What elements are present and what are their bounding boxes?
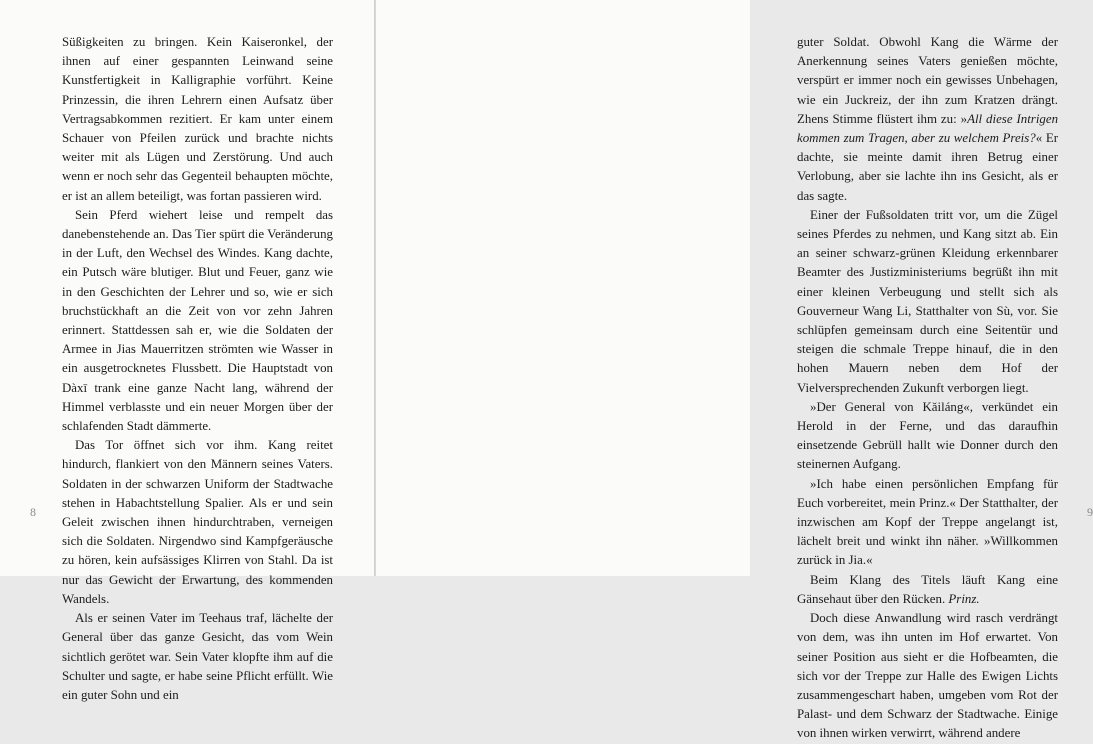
paragraph: Als er seinen Vater im Teehaus traf, lächelte der General über das ganze Gesicht, das vom Wein sichtlich gerötet war. Sein Vater klopfte ihm auf die Schulter und sagte, er habe seine Pflicht erfüllt. Wie ein guter Sohn und ein	[62, 611, 333, 702]
paragraph: Einer der Fußsoldaten tritt vor, um die Zügel seines Pferdes zu nehmen, und Kang sitzt ab. Ein an seiner schwarz-grünen Kleidung erkennbarer Beamter des Justizministeriums begrüßt ihn mit einer kleinen Verbeugung und stellt sich als Gouverneur Wang Li, Statthalter von Sù, vor. Sie schlüpfen gemeinsam durch eine Seitentür und steigen die schmale Treppe hinauf, die in den hohen Mauern neben dem Hof der Vielversprechenden Zukunft verborgen liegt.	[797, 207, 1058, 395]
page-number-left: 8	[30, 505, 36, 519]
paragraph: Süßigkeiten zu bringen. Kein Kaiseronkel, der ihnen auf einer gespannten Leinwand seine Kunstfertigkeit in Kalligraphie vorführt. Keine Prinzessin, die ihren Lehrern einen Aufsatz über Vertragsabkommen rezitiert. Er kam unter einem Schauer von Pfeilen zurück und brachte nichts weiter mit als Lügen und Zerstörung. Und auch wenn er noch sehr das Gegenteil behaupten möchte, er ist an allem beteiligt, was fortan passieren wird.	[62, 35, 333, 203]
text-run: guter Soldat. Obwohl Kang die Wärme der Anerkennung seines Vaters genießen möchte, verspürt er immer noch ein gewisses Unbehagen, wie ein Juckreiz, der ihn zum Kratzen drängt. Zhens Stimme flüstert ihm zu: »	[797, 35, 1058, 126]
paragraph: Sein Pferd wiehert leise und rempelt das danebenstehende an. Das Tier spürt die Veränderung in der Luft, den Wechsel des Windes. Kang dachte, ein Putsch wäre blutiger. Blut und Feuer, ganz wie in den Geschichten der Lehrer und so, wie er sich bruchstückhaft an die Zeit von vor zehn Jahren erinnert. Stattdessen sah er, wie die Soldaten der Armee in Jias Mauerritzen strömten wie Wasser in ein ausgetrocknetes Flussbett. Die Hauptstadt von Dàxī trank eine ganze Nacht lang, während der Himmel verblasste und ein neuer Morgen über der schlafenden Stadt dämmerte.	[62, 207, 333, 434]
left-page-text	[62, 33, 333, 705]
page-number-right: 9	[1087, 505, 1093, 519]
text-run: Beim Klang des Titels läuft Kang eine Gänsehaut über den Rücken.	[797, 572, 1058, 606]
text-run: « Er dachte, sie meinte damit ihren Betrug einer Verlobung, aber sie lachte ihn ins Gesicht, als er das sagte.	[797, 131, 1058, 203]
italic-word: Prinz.	[948, 591, 980, 606]
right-page	[375, 0, 1093, 741]
italic-thought: All diese Intrigen kommen zum Tragen, aber zu welchem Preis?	[797, 111, 1059, 146]
paragraph: Doch diese Anwandlung wird rasch verdrängt von dem, was ihn unten im Hof erwartet. Von seiner Position aus sieht er die Hofbeamten, die sich vor der Treppe zur Halle des Ewigen Lichts zusammengeschart haben, umgeben vom Rot der Palast- und dem Schwarz der Stadtwache. Einige von ihnen wirken verwirrt, während andere	[797, 611, 1058, 741]
paragraph	[797, 33, 1058, 206]
paragraph: »Der General von Kǎiláng«, verkündet ein Herold in der Ferne, und das daraufhin einsetzende Gebrüll hallt wie Donner durch den steinernen Aufgang.	[797, 399, 1058, 472]
paragraph	[797, 571, 1058, 609]
right-page-text	[797, 33, 1058, 744]
paragraph: »Ich habe einen persönlichen Empfang für Euch vorbereitet, mein Prinz.« Der Statthalter, der inzwischen am Kopf der Treppe angelangt ist, lächelt breit und winkt ihn näher. »Willkommen zurück in Jia.«	[797, 476, 1058, 568]
paragraph: Das Tor öffnet sich vor ihm. Kang reitet hindurch, flankiert von den Männern seines Vaters. Soldaten in der schwarzen Uniform der Stadtwache stehen in Habachtstellung Spalier. Als er und sein Geleit zwischen ihnen hindurchtraben, verneigen sich die Soldaten. Nirgendwo sind Kampfgeräusche zu hören, kein aufsässiges Klirren von Stahl. Da ist nur das Gewicht der Erwartung, des kommenden Wandels.	[62, 438, 333, 606]
left-page	[0, 0, 375, 702]
